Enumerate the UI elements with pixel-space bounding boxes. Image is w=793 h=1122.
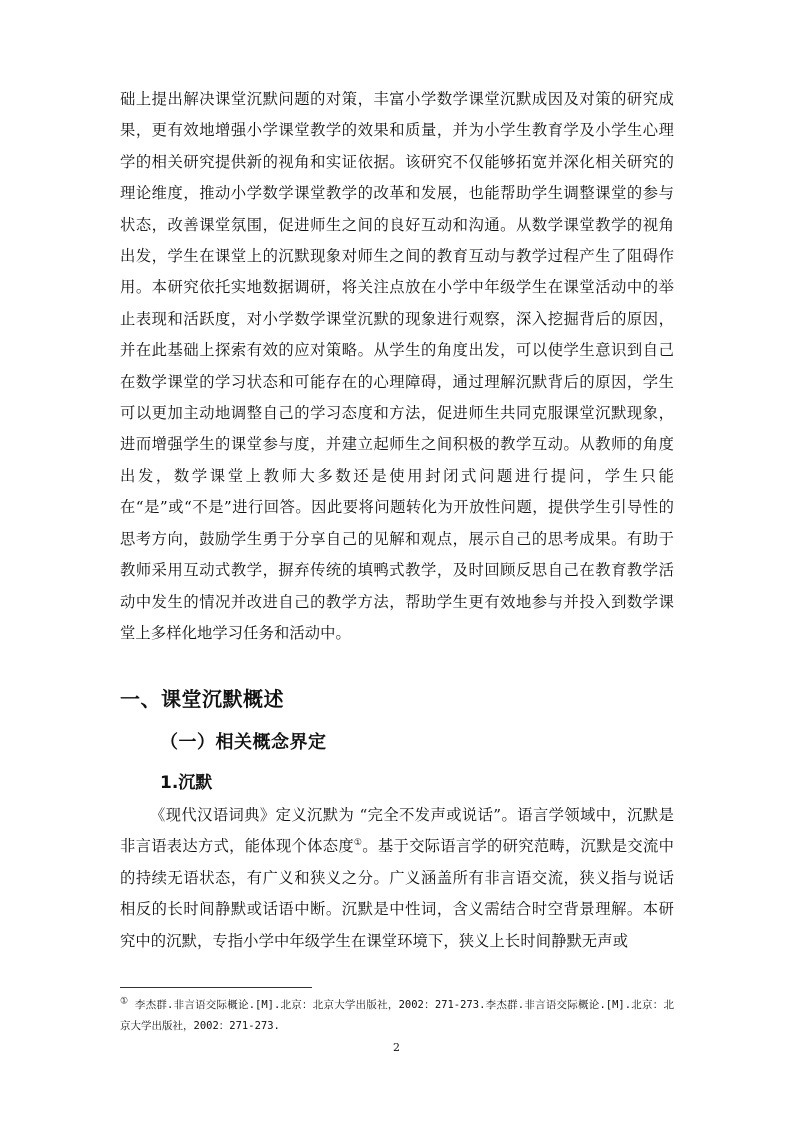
footnote-separator <box>120 987 312 988</box>
definition-text-before-note: 《现代汉语词典》定义沉默为 “完全不发声或说话”。语言学领域中，沉默是非言语表达方式，能体现个体态度 <box>120 806 674 856</box>
footnote <box>120 995 674 1037</box>
section-heading-1: 一、课堂沉默概述 <box>120 687 284 711</box>
definition-paragraph <box>120 800 674 957</box>
intro-paragraph: 础上提出解决课堂沉默问题的对策，丰富小学数学课堂沉默成因及对策的研究成果，更有效地增强小学课堂教学的效果和质量，并为小学生教育学及小学生心理学的相关研究提供新的视角和实证依据。该研究不仅能够拓宽并深化相关研究的理论维度，推动小学数学课堂教学的改革和发展，也能帮助学生调整课堂的参与状态，改善课堂氛围，促进师生之间的良好互动和沟通。从数学课堂教学的视角出发，学生在课堂上的沉默现象对师生之间的教育互动与教学过程产生了阻碍作用。本研究依托实地数据调研，将关注点放在小学中年级学生在课堂活动中的举止表现和活跃度，对小学数学课堂沉默的现象进行观察，深入挖掘背后的原因，并在此基础上探索有效的应对策略。从学生的角度出发，可以使学生意识到自己在数学课堂的学习状态和可能存在的心理障碍，通过理解沉默背后的原因，学生可以更加主动地调整自己的学习态度和方法，促进师生共同克服课堂沉默现象，进而增强学生的课堂参与度，并建立起师生之间积极的教学互动。从教师的角度出发，数学课堂上教师大多数还是使用封闭式问题进行提问，学生只能在“是”或“不是”进行回答。因此要将问题转化为开放性问题，提供学生引导性的思考方向，鼓励学生勇于分享自己的见解和观点，展示自己的思考成果。有助于教师采用互动式教学，摒弃传统的填鸭式教学，及时回顾反思自己在教育教学活动中发生的情况并改进自己的教学方法，帮助学生更有效地参与并投入到数学课堂上多样化地学习任务和活动中。 <box>120 90 674 642</box>
section-heading-2: （一）相关概念界定 <box>160 732 327 753</box>
definition-text-after-note: 。基于交际语言学的研究范畴，沉默是交流中的持续无语状态，有广义和狭义之分。广义涵盖所有非言语交流，狭义指与说话相反的长时间静默或话语中断。沉默是中性词，含义需结合时空背景理解。本研究中的沉默，专指小学中年级学生在课堂环境下，狭义上长时间静默无声或 <box>120 837 674 950</box>
section-heading-3: 1.沉默 <box>160 773 213 793</box>
page-number: 2 <box>393 1041 400 1054</box>
footnote-text: 李杰群.非言语交际概论.[M].北京：北京大学出版社，2002：271-273.李杰群.非言语交际概论.[M].北京：北京大学出版社，2002：271-273. <box>120 999 674 1032</box>
footnote-reference[interactable]: ① <box>353 838 363 849</box>
footnote-marker: ① <box>120 996 129 1007</box>
